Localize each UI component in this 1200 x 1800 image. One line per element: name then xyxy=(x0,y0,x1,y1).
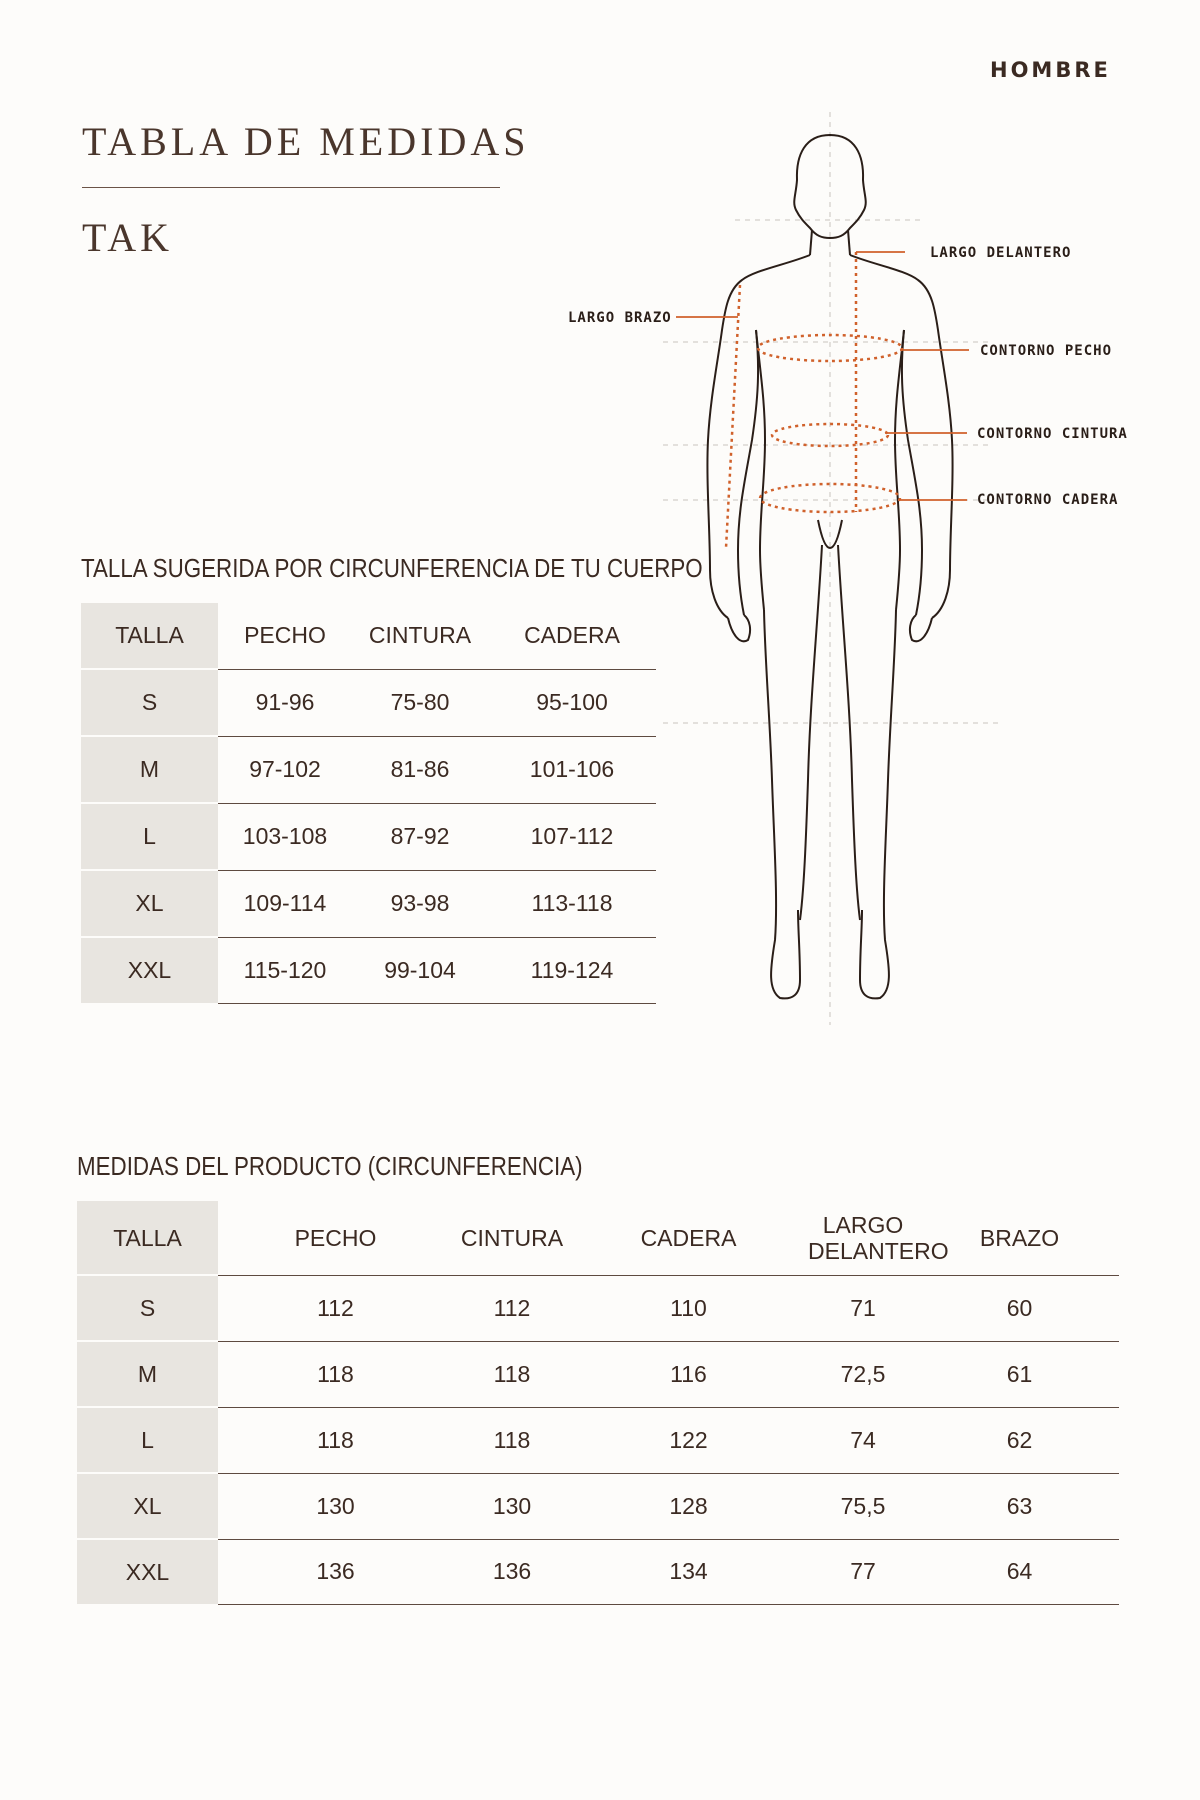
column-header: CINTURA xyxy=(352,603,488,669)
table-cell: 136 xyxy=(218,1539,453,1604)
body-size-table xyxy=(81,603,656,1004)
label-contorno-cintura: CONTORNO CINTURA xyxy=(977,426,1128,442)
table-cell: 119-124 xyxy=(488,937,656,1003)
label-contorno-pecho: CONTORNO PECHO xyxy=(980,343,1113,359)
table-cell: 130 xyxy=(453,1473,571,1539)
table-cell: 93-98 xyxy=(352,870,488,937)
size-cell: XXL xyxy=(81,937,218,1003)
table-cell: 103-108 xyxy=(218,803,352,870)
table-cell: 134 xyxy=(571,1539,806,1604)
table-cell: 60 xyxy=(920,1275,1119,1341)
table-row xyxy=(77,1407,1119,1473)
table-cell: 118 xyxy=(218,1341,453,1407)
table-cell: 99-104 xyxy=(352,937,488,1003)
table-cell: 64 xyxy=(920,1539,1119,1604)
column-header: TALLA xyxy=(77,1201,218,1275)
column-header: PECHO xyxy=(218,603,352,669)
table-cell: 115-120 xyxy=(218,937,352,1003)
size-cell: L xyxy=(81,803,218,870)
table-row xyxy=(77,1341,1119,1407)
body-table-heading: TALLA SUGERIDA POR CIRCUNFERENCIA DE TU CUERPO xyxy=(81,553,703,583)
table-cell: 62 xyxy=(920,1407,1119,1473)
column-header: CINTURA xyxy=(453,1201,571,1275)
table-cell: 107-112 xyxy=(488,803,656,870)
table-cell: 97-102 xyxy=(218,736,352,803)
table-row xyxy=(77,1275,1119,1341)
table-cell: 116 xyxy=(571,1341,806,1407)
page-title: TABLA DE MEDIDAS xyxy=(82,119,530,164)
table-row xyxy=(81,803,656,870)
table-row xyxy=(77,1473,1119,1539)
column-header: PECHO xyxy=(218,1201,453,1275)
table-cell: 110 xyxy=(571,1275,806,1341)
table-cell: 122 xyxy=(571,1407,806,1473)
table-cell: 112 xyxy=(218,1275,453,1341)
table-row xyxy=(81,736,656,803)
leader-lines xyxy=(676,252,969,500)
header-largo-delantero: LARGO DELANTERO xyxy=(808,1211,949,1264)
table-header-row xyxy=(81,603,656,669)
table-cell: 87-92 xyxy=(352,803,488,870)
size-cell: S xyxy=(81,669,218,736)
size-cell: XL xyxy=(81,870,218,937)
label-largo-delantero: LARGO DELANTERO xyxy=(930,245,1072,261)
table-cell: 75-80 xyxy=(352,669,488,736)
table-cell: 95-100 xyxy=(488,669,656,736)
table-cell: 130 xyxy=(218,1473,453,1539)
table-cell: 118 xyxy=(218,1407,453,1473)
title-divider xyxy=(82,187,500,188)
table-row xyxy=(77,1539,1119,1604)
column-header: CADERA xyxy=(488,603,656,669)
table-cell: 61 xyxy=(920,1341,1119,1407)
table-cell: 128 xyxy=(571,1473,806,1539)
product-size-table xyxy=(77,1201,1119,1605)
measurement-markers xyxy=(726,252,902,548)
size-cell: L xyxy=(77,1407,218,1473)
product-table-heading: MEDIDAS DEL PRODUCTO (CIRCUNFERENCIA) xyxy=(77,1151,583,1181)
product-name: TAK xyxy=(82,215,174,260)
table-cell: 136 xyxy=(453,1539,571,1604)
size-cell: M xyxy=(77,1341,218,1407)
table-cell: 71 xyxy=(806,1275,920,1341)
column-header: TALLA xyxy=(81,603,218,669)
table-cell: 113-118 xyxy=(488,870,656,937)
table-cell: 81-86 xyxy=(352,736,488,803)
column-header: BRAZO xyxy=(920,1201,1119,1275)
size-cell: XL xyxy=(77,1473,218,1539)
table-cell: 118 xyxy=(453,1407,571,1473)
gender-label: HOMBRE xyxy=(990,58,1111,82)
column-header xyxy=(806,1201,949,1275)
table-cell: 75,5 xyxy=(806,1473,920,1539)
table-cell: 118 xyxy=(453,1341,571,1407)
table-cell: 91-96 xyxy=(218,669,352,736)
table-cell: 63 xyxy=(920,1473,1119,1539)
label-largo-brazo: LARGO BRAZO xyxy=(568,310,672,326)
size-cell: XXL xyxy=(77,1539,218,1604)
table-row xyxy=(81,669,656,736)
table-row xyxy=(81,870,656,937)
table-cell: 72,5 xyxy=(806,1341,920,1407)
table-header-row xyxy=(77,1201,1119,1275)
label-contorno-cadera: CONTORNO CADERA xyxy=(977,492,1119,508)
table-cell: 112 xyxy=(453,1275,571,1341)
table-cell: 77 xyxy=(806,1539,920,1604)
table-cell: 101-106 xyxy=(488,736,656,803)
table-cell: 109-114 xyxy=(218,870,352,937)
size-cell: M xyxy=(81,736,218,803)
column-header: CADERA xyxy=(571,1201,806,1275)
table-row xyxy=(81,937,656,1003)
size-cell: S xyxy=(77,1275,218,1341)
table-cell: 74 xyxy=(806,1407,920,1473)
